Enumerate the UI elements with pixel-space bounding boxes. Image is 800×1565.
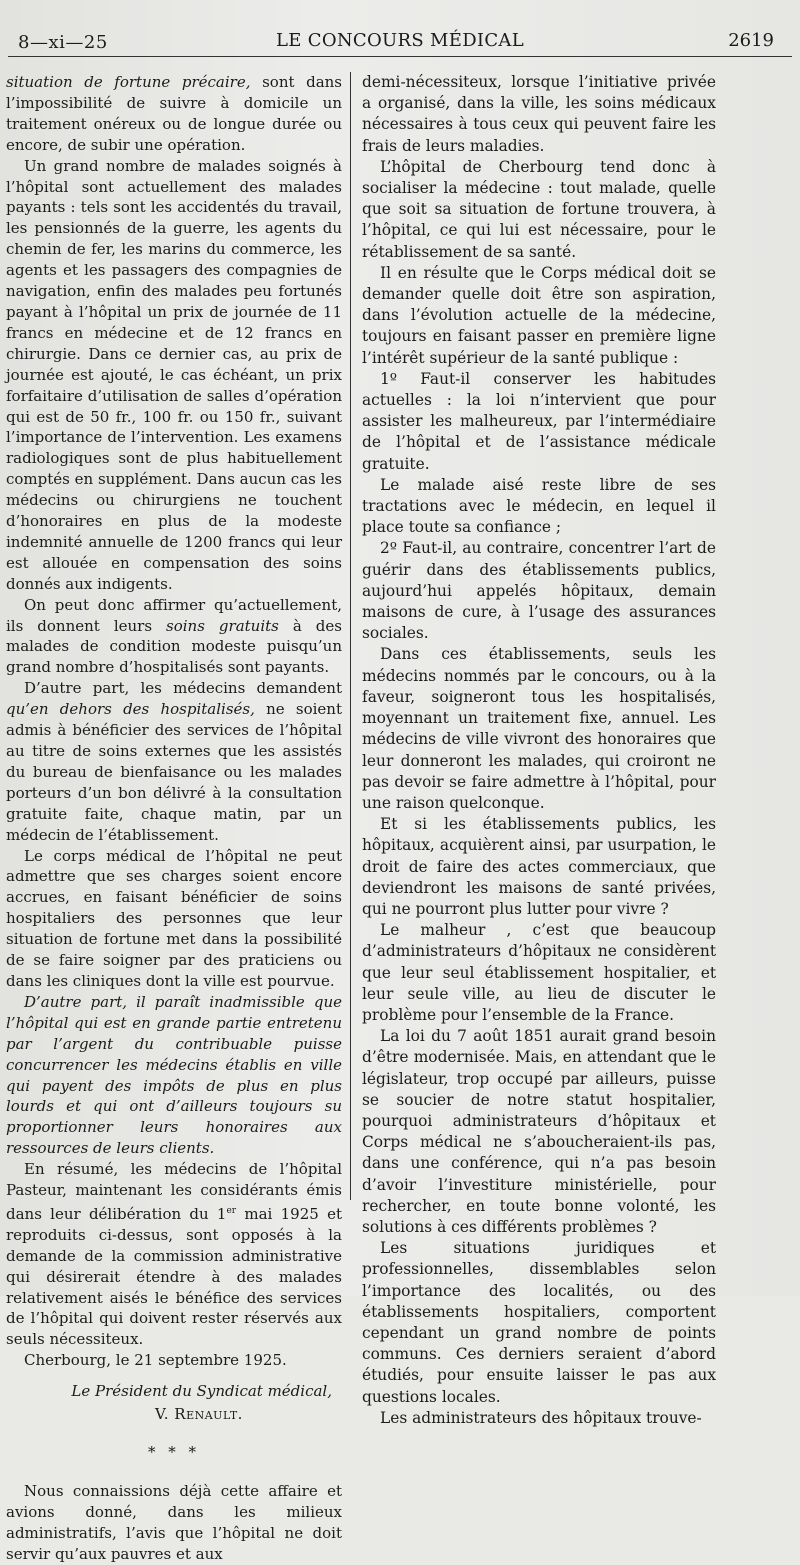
paragraph: Nous connaissions déjà cette affaire et avions donné, dans les milieux administratifs, l’avis que l’hôpital ne doit servir qu’aux pauvres et aux xyxy=(6,1482,342,1563)
text-run: mai 1925 et reproduits ci-dessus, sont opposés à la demande de la commission administrative qui désirerait étendre à des malades relativement aisés le bénéfice des services de l’hôpital qui doivent rester réservés aux seuls nécessiteux. xyxy=(6,1204,342,1349)
paragraph: La loi du 7 août 1851 aurait grand besoin d’être modernisée. Mais, en attendant que le législateur, trop occupé par ailleurs, puisse se soucier de notre statut hospitalier, pourquoi administrateurs d’hôpitaux et Corps médical ne s’aboucheraient-ils pas, dans une conférence, qui n’a pas besoin d’avoir l’investiture ministérielle, pour rechercher, en toute bonne volonté, les solutions à ces différents problèmes ? xyxy=(362,1027,716,1236)
signature-role: Le Président du Syndicat médical, xyxy=(71,1382,332,1401)
text-run: D’autre part, les médecins demandent xyxy=(24,679,342,698)
text-run: En résumé, les médecins de l’hôpital Pasteur, maintenant les considérants émis dans leur délibération du 1 xyxy=(6,1160,342,1223)
italic-run: soins gratuits xyxy=(166,616,279,635)
paragraph: Et si les établissements publics, les hôpitaux, acquièrent ainsi, par usurpation, le droit de faire des actes commerciaux, que deviendront les maisons de santé privées, qui ne pourront plus lutter pour vivre ? xyxy=(362,815,716,918)
section-separator: * * * xyxy=(147,1443,201,1461)
left-column xyxy=(6,72,343,1563)
paragraph: Un grand nombre de malades soignés à l’hôpital sont actuellement des malades payants : tels sont les accidentés du travail, les pensionnés de la guerre, les agents du chemin de fer, les marins du commerce, les agents et les passagers des compagnies de navigation, enfin des malades peu fortunés payant à l’hôpital un prix de journée de 11 francs en médecine et de 12 francs en chirurgie. Dans ce dernier cas, au prix de journée est ajouté, le cas échéant, un prix forfaitaire d’utilisation de salles d’opération qui est de 50 fr., 100 fr. ou 150 fr., suivant l’importance de l’intervention. Les examens radiologiques sont de plus habituellement comptés en supplément. Dans aucun cas les médecins ou chirurgiens ne touchent d’honoraires en plus de la modeste indemnité annuelle de 1200 francs qui leur est allouée en compensation des soins donnés aux indigents. xyxy=(6,156,342,593)
page-number: 2619 xyxy=(728,30,774,51)
issue-date: 8—xi—25 xyxy=(18,32,108,53)
right-column xyxy=(362,72,716,1427)
paragraph: demi-nécessiteux, lorsque l’initiative privée a organisé, dans la ville, les soins médicaux nécessaires à tous ceux qui peuvent faire les frais de leurs maladies. xyxy=(362,73,716,155)
paragraph: Le malheur , c’est que beaucoup d’administrateurs d’hôpitaux ne considèrent que leur seul établissement hospitalier, et leur seule ville, au lieu de discuter le problème pour l’ensemble de la France. xyxy=(362,921,716,1024)
paragraph: Il en résulte que le Corps médical doit se demander quelle doit être son aspiration, dans l’évolution actuelle de la médecine, toujours en faisant passer en première ligne l’intérêt supérieur de la santé publique : xyxy=(362,263,716,367)
page-header xyxy=(8,28,792,57)
signature-block xyxy=(6,1381,342,1425)
text-run: à des malades de condition modeste puisqu’un grand nombre d’hospitalisés sont payants. xyxy=(6,616,342,677)
paragraph: 2º Faut-il, au contraire, concentrer l’art de guérir dans des établissements publics, aujourd’hui appelés hôpitaux, demain maisons de cure, à l’usage des assurances sociales. xyxy=(362,539,716,643)
signature-name: V. Renault. xyxy=(155,1405,243,1424)
paragraph xyxy=(6,678,342,845)
text-run: ne soient admis à bénéficier des services de l’hôpital au titre de soins externes que les assistés du bureau de bienfaisance ou les malades porteurs d’un bon délivré à la consultation gratuite faite, chaque matin, par un médecin de l’établissement. xyxy=(6,700,342,844)
paragraph: Le malade aisé reste libre de ses tractations avec le médecin, en lequel il place toute sa confiance ; xyxy=(362,475,716,537)
text-run: On peut donc affirmer qu’actuellement, ils donnent leurs xyxy=(6,595,342,635)
journal-title: LE CONCOURS MÉDICAL xyxy=(276,30,524,51)
superscript-run: er xyxy=(226,1205,237,1216)
text-run: sont dans l’impossibilité de suivre à domicile un traitement onéreux ou de longue durée ou encore, de subir une opération. xyxy=(6,73,343,154)
paragraph: 1º Faut-il conserver les habitudes actuelles : la loi n’intervient que pour assister les malheureux, par l’intermédiaire de l’hôpital et de l’assistance médicale gratuite. xyxy=(362,369,716,473)
italic-paragraph: D’autre part, il paraît inadmissible que l’hôpital qui est en grande partie entretenu par l’argent du contribuable puisse concurrencer les médecins établis en ville qui payent des impôts de plus en plus lourds et qui ont d’ailleurs toujours su proportionner leurs honoraires aux ressources de leurs clients. xyxy=(6,992,342,1158)
paragraph: Les administrateurs des hôpitaux trouve- xyxy=(380,1408,702,1427)
paragraph xyxy=(6,72,342,156)
paragraph xyxy=(6,1159,342,1350)
italic-run: situation de fortune précaire, xyxy=(6,73,251,91)
column-divider xyxy=(350,72,351,1200)
paragraph xyxy=(6,595,342,679)
paragraph: L’hôpital de Cherbourg tend donc à socialiser la médecine : tout malade, quelle que soit sa situation de fortune trouvera, à l’hôpital, ce qui lui est nécessaire, pour le rétablissement de sa santé. xyxy=(362,157,716,261)
paragraph: Dans ces établissements, seuls les médecins nommés par le concours, ou à la faveur, soigneront tous les hospitalisés, moyennant un traitement fixe, annuel. Les médecins de ville vivront des honoraires que leur donneront les malades, qui croiront ne pas devoir se faire admettre à l’hôpital, pour une raison quelconque. xyxy=(362,645,716,812)
italic-run: qu’en dehors des hospitalisés, xyxy=(6,700,255,719)
date-line: Cherbourg, le 21 septembre 1925. xyxy=(24,1351,287,1370)
paragraph: Les situations juridiques et professionnelles, dissemblables selon l’importance des localités, ou des établissements hospitaliers, comportent cependant un grand nombre de points communs. Ces derniers seraient d’abord étudiés, pour ensuite laisser le pas aux questions locales. xyxy=(362,1239,716,1406)
paragraph: Le corps médical de l’hôpital ne peut admettre que ses charges soient encore accrues, en faisant bénéficier de soins hospitaliers des personnes que leur situation de fortune met dans la possibilité de se faire soigner par des praticiens ou dans les cliniques dont la ville est pourvue. xyxy=(6,846,342,990)
